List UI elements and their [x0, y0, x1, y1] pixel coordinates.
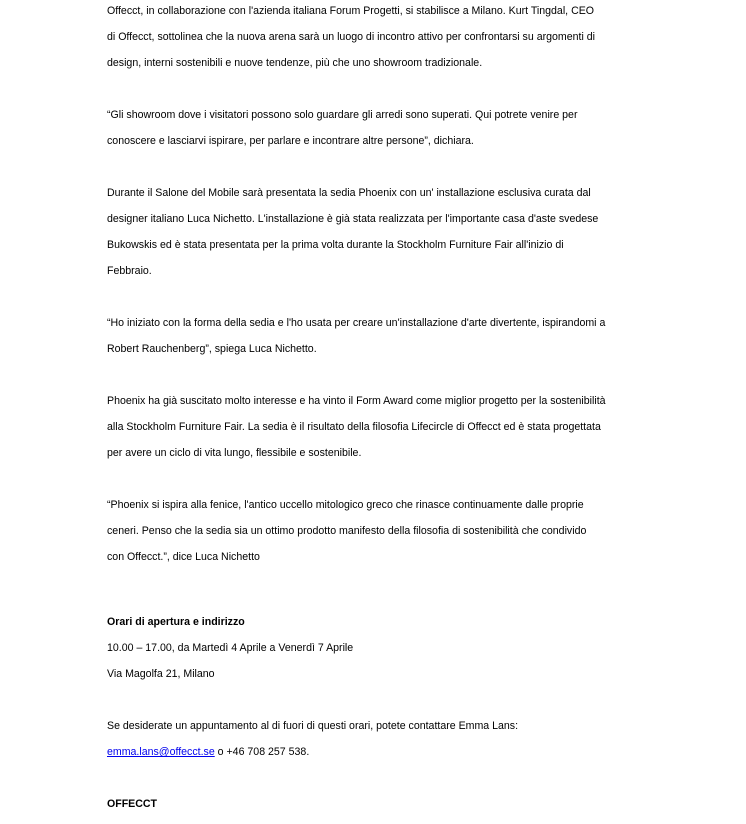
text-line: Phoenix ha già suscitato molto interesse e ha vinto il Form Award come miglior progetto per la sostenibilità	[107, 395, 606, 407]
text-line: design, interni sostenibili e nuove tendenze, più che uno showroom tradizionale.	[107, 57, 483, 69]
text-line: per avere un ciclo di vita lungo, flessibile e sostenibile.	[107, 447, 362, 459]
hours-section	[107, 603, 707, 694]
text-line: “Phoenix si ispira alla fenice, l'antico uccello mitologico greco che rinasce continuamente dalle proprie	[107, 499, 584, 511]
nichetto-quote-paragraph	[107, 304, 707, 369]
phoenix-quote-paragraph	[107, 486, 707, 577]
text-line: “Ho iniziato con la forma della sedia e l'ho usata per creare un'installazione d'arte divertente, ispirandomi a	[107, 317, 606, 329]
hours-time: 10.00 – 17.00, da Martedì 4 Aprile a Venerdì 7 Aprile	[107, 642, 354, 654]
intro-paragraph	[107, 0, 707, 83]
text-line: Offecct, in collaborazione con l'azienda italiana Forum Progetti, si stabilisce a Milano. Kurt Tingdal, CEO	[107, 5, 595, 17]
contact-intro: Se desiderate un appuntamento al di fuori di questi orari, potete contattare Emma Lans:	[107, 720, 519, 732]
text-line: conoscere e lasciarvi ispirare, per parlare e incontrare altre persone”, dichiara.	[107, 135, 474, 147]
spacer	[107, 590, 707, 603]
showroom-quote-paragraph	[107, 96, 707, 161]
contact-line	[107, 746, 707, 759]
text-line: alla Stockholm Furniture Fair. La sedia è il risultato della filosofia Lifecircle di Offecct ed è stata progettata	[107, 421, 601, 433]
spacer	[107, 785, 707, 798]
contact-section	[107, 707, 707, 772]
text-line: con Offecct.”, dice Luca Nichetto	[107, 551, 260, 563]
text-line: Robert Rauchenberg”, spiega Luca Nichetto.	[107, 343, 317, 355]
footer-heading: OFFECCT	[107, 798, 158, 810]
salone-paragraph	[107, 174, 707, 291]
email-link[interactable]: emma.lans@offecct.se	[107, 746, 215, 758]
text-line: “Gli showroom dove i visitatori possono solo guardare gli arredi sono superati. Qui potrete venire per	[107, 109, 578, 121]
document-body	[107, 0, 707, 824]
text-line: ceneri. Penso che la sedia sia un ottimo prodotto manifesto della filosofia di sostenibilità che condivido	[107, 525, 587, 537]
phone-text: o +46 708 257 538.	[214, 746, 310, 758]
text-line: Bukowskis ed è stata presentata per la prima volta durante la Stockholm Furniture Fair all'inizio di	[107, 239, 564, 251]
text-line: di Offecct, sottolinea che la nuova arena sarà un luogo di incontro attivo per confrontarsi su argomenti di	[107, 31, 595, 43]
text-line: Febbraio.	[107, 265, 152, 277]
award-paragraph	[107, 382, 707, 473]
hours-heading: Orari di apertura e indirizzo	[107, 616, 245, 628]
text-line: designer italiano Luca Nichetto. L'installazione è già stata realizzata per l'importante casa d'aste svedese	[107, 213, 599, 225]
address: Via Magolfa 21, Milano	[107, 668, 215, 680]
text-line: Durante il Salone del Mobile sarà presentata la sedia Phoenix con un' installazione esclusiva curata dal	[107, 187, 591, 199]
